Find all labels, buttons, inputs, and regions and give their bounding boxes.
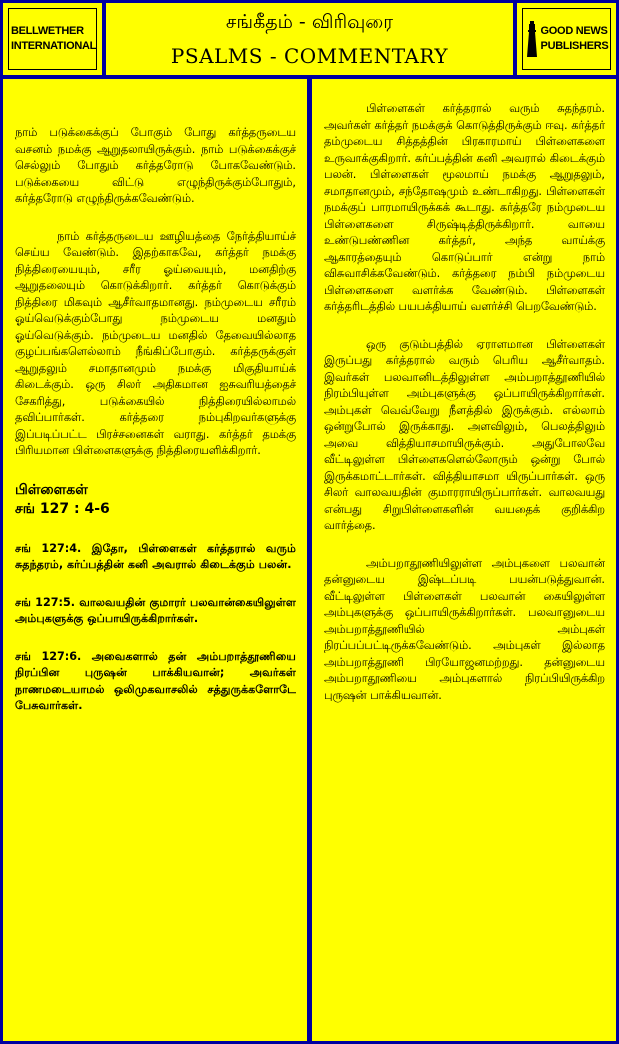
good-news-line2: PUBLISHERS (540, 40, 609, 52)
right-paragraph-1: பிள்ளைகள் கர்த்தரால் வரும் சுதந்தரம். அவர்கள் கர்த்தர் நமக்குக் கொடுத்திருக்கும் ஈவு. கர்த்தர் தம்முடைய சித்தத்தின் பிரகாரமாய் பிள்ளைகளை உருவாக்குகிறார். கர்ப்பத்தின் கனி அவரால் கிடைக்கும் பலன். பிள்ளைகள் மூலமாய் நமக்கு ஆறுதலும், சமாதானமும், சந்தோஷமும் உண்டாகிறது. பிள்ளைகள் நமக்குப் பாரமாயிருக்கக் கூடாது. கர்த்தரே நம்முடைய பிள்ளைகளை சிருஷ்டித்திருக்கிறார். வாயை உண்டுபண்ணின கர்த்தர், அந்த வாய்க்கு ஆகாரத்தையும் கொடுப்பார் என்று நாம் விசுவாசிக்கவேண்டும். கர்த்தரை நம்பி நம்முடைய பிள்ளைகளை வளர்க்க வேண்டும். பிள்ளைகள் கர்த்தரிடத்தில் பயபக்தியாய் வளர்ச்சி பெறவேண்டும். (324, 102, 605, 313)
good-news-logo-text (541, 24, 609, 54)
verse-5: சங் 127:5. வாலவயதின் குமாரர் பலவான்கையிலுள்ள அம்புகளுக்கு ஒப்பாயிருக்கிறார்கள். (15, 595, 296, 625)
bellwether-logo-text (11, 24, 96, 54)
title-box (106, 3, 513, 75)
left-paragraph-1: நாம் படுக்கைக்குப் போகும் போது கர்த்தருடைய வசனம் நமக்கு ஆறுதலாயிருக்கும். நாம் படுக்கைக்குச் செல்லும் போதும் கர்த்தரோடு போகவேண்டும். படுக்கையை விட்டு எழுந்திருக்கும்போதும், கர்த்தரோடு எழுந்திருக்கவேண்டும். (15, 126, 296, 205)
verse-4: சங் 127:4. இதோ, பிள்ளைகள் கர்த்தரால் வரும் சுதந்தரம், கர்ப்பத்தின் கனி அவரால் கிடைக்கும் பலன். (15, 541, 296, 571)
left-logo-box (3, 3, 102, 75)
good-news-logo (522, 8, 611, 70)
good-news-line1: GOOD NEWS (540, 25, 608, 37)
right-paragraph-2: ஒரு குடும்பத்தில் ஏராளமான பிள்ளைகள் இருப்பது கர்த்தரால் வரும் பெரிய ஆசீர்வாதம். இவர்கள் பலவானிடத்திலுள்ள அம்பறாத்தூணியில் நிரம்பியுள்ள அம்புகளுக்கு ஒப்பாயிருக்கிறார்கள். அம்புகள் வெவ்வேறு நீளத்தில் இருக்கும். எல்லாம் ஒன்றுபோல் இருக்காது. அளவிலும், பெலத்திலும் அவை வித்தியாசமாயிருக்கும். அதுபோலவே வீட்டிலுள்ள பிள்ளைகளெல்லோரும் ஒன்று போல் இருக்கமாட்டார்கள். வித்தியாசமா யிருப்பார்கள். ஒரு சிலர் வாலவயதின் குமாரராயிருப்பார்கள். வாலவயது என்பது சிறுபிள்ளைகளின் வயதைக் குறிக்கிற வார்த்தை. (324, 337, 605, 532)
left-paragraph-2: நாம் கர்த்தருடைய ஊழியத்தை நேர்த்தியாய்ச் செய்ய வேண்டும். இதற்காகவே, கர்த்தர் நமக்கு நித்திரையையும், சரீர ஓய்வையும், மனதிற்கு ஆறுதலையும் கொடுக்கிறார். கர்த்தர் கொடுக்கும் நித்திரை மிகவும் ஆசீர்வாதமானது. நம்முடைய சரீரம் ஓய்வெடுக்கும்போது நம்முடைய மனதும் ஓய்வெடுக்கும். நம்முடைய மனதில் தேவையில்லாத குழப்பங்களெல்லாம் நீங்கிப்போகும். கர்த்தருக்குள் ஆறுதலும் சமாதானமும் நமக்கு மிகுதியாய்க் கிடைக்கும். ஒரு சிலர் அதிகமான ஐசுவரியத்தைச் சேகரித்து, படுக்கையில் நித்திரையில்லாமல் தவிப்பார்கள். கர்த்தரை நம்புகிறவர்களுக்கு இப்படிப்பட்ட பிரச்சனைகள் வராது. கர்த்தர் தமக்கு பிரியமான பிள்ளைகளுக்கு நித்திரையளிக்கிறார். (15, 229, 296, 457)
title-english: PSALMS - COMMENTARY (170, 44, 449, 68)
bellwether-logo (8, 8, 97, 70)
right-paragraph-3: அம்பறாதூணியிலுள்ள அம்புகளை பலவான் தன்னுடைய இஷ்டப்படி பயன்படுத்துவான். வீட்டிலுள்ள பிள்ளைகள் பலவான் கையிலுள்ள அம்புகளுக்கு ஒப்பாயிருக்கிறார்கள். பலவானுடைய அம்பறாத்தூணியில் அம்புகள் நிரப்பப்பட்டிருக்கவேண்டும். அம்புகள் இல்லாத அம்பறாத்தூணி பிரயோஜனமற்றது. தன்னுடைய அம்பறாதூணியை அம்புகளால் நிரப்பியிருக்கிற புருஷன் பாக்கியவான். (324, 556, 605, 702)
tower-icon (525, 19, 539, 59)
section-heading: பிள்ளைகள் (15, 481, 88, 498)
verse-6: சங் 127:6. அவைகளால் தன் அம்பறாத்தூணியை நிரப்பின புருஷன் பாக்கியவான்; அவர்கள் நாணமடையாமல் ஒலிமுகவாசலில் சத்துருக்களோடே பேசுவார்கள். (15, 649, 296, 712)
bellwether-line1: BELLWETHER (10, 25, 84, 37)
header (3, 3, 616, 75)
left-column (3, 79, 307, 1041)
right-logo-box (517, 3, 616, 75)
title-tamil: சங்கீதம் - விரிவுரை (225, 11, 394, 33)
right-column (312, 79, 616, 1041)
section-reference: சங் 127 : 4-6 (15, 500, 110, 517)
bellwether-line2: INTERNATIONAL (10, 40, 97, 52)
